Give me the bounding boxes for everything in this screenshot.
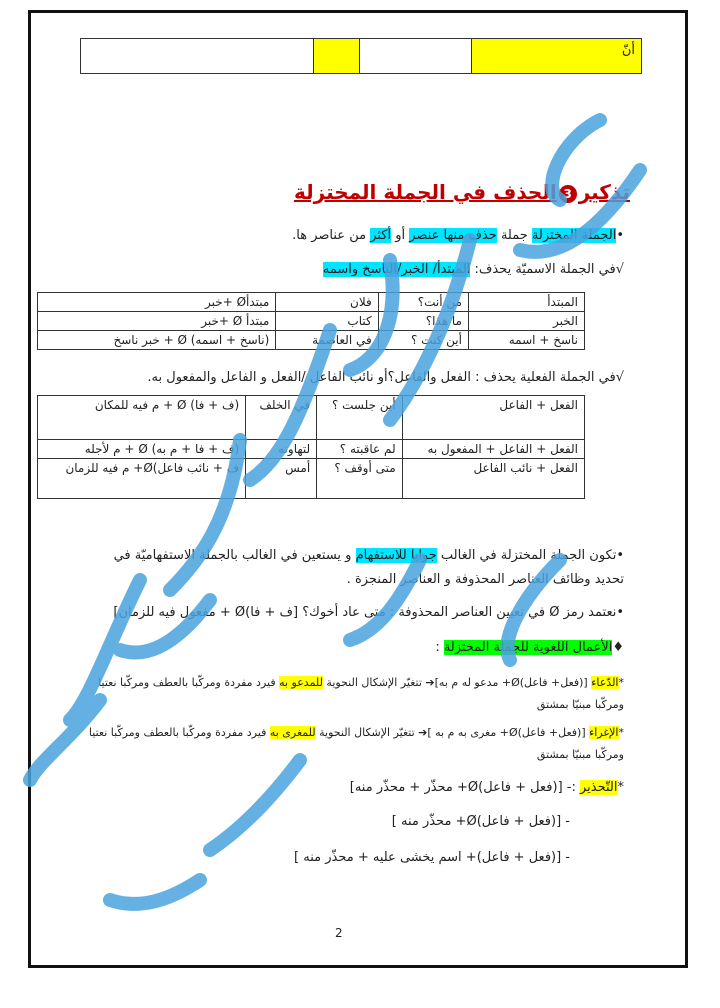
table-row — [38, 331, 585, 350]
text: أو — [391, 228, 410, 243]
nominal-line — [323, 262, 624, 277]
verbal-line: √في الجملة الفعلية يحذف : الفعل والفاعل؟أو نائب الفاعل /الفعل و الفاعل والمفعول به. — [147, 370, 624, 385]
term-highlight: المبتدأ/ الخبر/الناسخ واسمه — [322, 262, 471, 277]
term-highlight: التّحذير — [579, 780, 618, 795]
table-cell: مبتدأØ +خبر — [38, 293, 276, 312]
uses-title-highlight: الأعمال اللغوية للجملة المختزلة — [443, 640, 613, 655]
table-cell: أين كنت ؟ — [378, 331, 468, 350]
table-cell: الفعل + الفاعل + المفعول به — [402, 440, 584, 459]
nominal-table — [37, 292, 585, 350]
text: •تكون الجملة المختزلة في الغالب — [436, 548, 624, 563]
table-cell: متى أوقف ؟ — [317, 459, 402, 499]
dua-line — [98, 676, 624, 689]
text: فيرد مفردة ومركّبا بالعطف ومركّبا نعتيا — [98, 676, 280, 689]
header-cell-4 — [81, 39, 313, 73]
bullet: • — [616, 228, 624, 243]
text: [(فعل+ فاعل)Ø+ مدعو له م به]➔ تتغيّر الإشكال النحوية — [322, 676, 592, 689]
text: و يستعين في الغالب بالجملة الاستفهاميّة في — [113, 548, 356, 563]
table-cell: ما هذا؟ — [378, 312, 468, 331]
term-highlight: أكثر — [370, 228, 392, 243]
term-highlight: للمغرى به — [269, 726, 316, 739]
table-cell: أمس — [246, 459, 317, 499]
term-highlight: الدّعاء — [591, 676, 619, 689]
table-cell: الفعل + الفاعل — [402, 396, 584, 440]
text: [(فعل+ فاعل)Ø+ مغرى به م به ]➔ تتغيّر الإشكال النحوية — [315, 726, 590, 739]
table-cell: لم عاقبته ؟ — [317, 440, 402, 459]
dua-line-2: ومركّبا مبنيّا بمشتق — [536, 698, 624, 711]
text: جملة — [496, 228, 532, 243]
table-cell: ف + نائب فاعل)Ø+ م فيه للزمان — [38, 459, 246, 499]
page-number: 2 — [335, 926, 343, 940]
table-cell: من أنت؟ — [378, 293, 468, 312]
table-cell: ناسخ + اسمه — [468, 331, 584, 350]
term-highlight: جوابا للاستفهام — [355, 548, 437, 563]
table-cell: فلان — [276, 293, 378, 312]
table-cell: مبتدأ Ø +خبر — [38, 312, 276, 331]
uses-heading: ♦الأعمال اللغوية للجملة المختزلة : — [435, 640, 624, 655]
table-cell: (ف + فا + م به) Ø + م لأجله — [38, 440, 246, 459]
ighra-line — [89, 726, 624, 739]
title-number-badge: 3 — [559, 185, 577, 203]
text: * — [618, 676, 624, 689]
table-cell: المبتدأ — [468, 293, 584, 312]
section-title — [294, 180, 630, 204]
term-highlight: للمدعو به — [279, 676, 323, 689]
definition-line — [292, 228, 624, 243]
symbol-line: •نعتمد رمز Ø في تعيين العناصر المحذوفة : متى عاد أخوك؟ [ف + فا)Ø + مفعول فيه للزمان] — [113, 605, 624, 620]
tahdhir-line-3: - [(فعل + فاعل)+ اسم يخشى عليه + محذّر منه ] — [294, 850, 570, 865]
term-highlight: حذف منها عنصر — [409, 228, 497, 243]
table-cell: لتهاونه — [246, 440, 317, 459]
header-cell-3 — [313, 39, 359, 73]
table-cell: الخبر — [468, 312, 584, 331]
usage-line-1 — [114, 548, 624, 563]
title-text: الحذف في الجملة المختزلة — [293, 180, 557, 204]
table-row — [38, 396, 585, 440]
title-prefix: تذكير — [578, 180, 630, 204]
table-row — [38, 293, 585, 312]
tahdhir-line — [350, 780, 624, 795]
table-row — [38, 459, 585, 499]
text: * — [618, 726, 624, 739]
table-cell: في العاصمة — [276, 331, 378, 350]
table-row — [38, 440, 585, 459]
ighra-line-2: ومركّبا مبنيّا بمشتق — [536, 748, 624, 761]
verbal-table — [37, 395, 585, 499]
term-highlight: الجملة المختزلة — [531, 228, 617, 243]
text: من عناصر ها. — [292, 228, 371, 243]
text: * — [617, 780, 624, 795]
text: فيرد مفردة ومركّبا بالعطف ومركّبا نعتيا — [88, 726, 270, 739]
header-cell-1: أنّ — [471, 39, 641, 73]
table-cell: (ف + فا) Ø + م فيه للمكان — [38, 396, 246, 440]
text: √في الجملة الاسميّة يحذف: — [470, 262, 624, 277]
tahdhir-line-2: - [(فعل + فاعل)Ø+ محذّر منه ] — [391, 814, 570, 829]
table-cell: كتاب — [276, 312, 378, 331]
usage-line-2: تحديد وظائف العناصر المحذوفة و العناصر المنجزة . — [346, 572, 624, 587]
table-row — [38, 312, 585, 331]
table-cell: أين جلست ؟ — [317, 396, 402, 440]
header-cell-2 — [359, 39, 471, 73]
header-table — [80, 38, 642, 74]
table-cell: (ناسخ + اسمه) Ø + خبر ناسخ — [38, 331, 276, 350]
term-highlight: الإغراء — [589, 726, 619, 739]
table-cell: في الخلف — [246, 396, 317, 440]
table-cell: الفعل + نائب الفاعل — [402, 459, 584, 499]
text: :- [(فعل + فاعل)Ø+ محذّر + محذّر منه] — [349, 780, 580, 795]
